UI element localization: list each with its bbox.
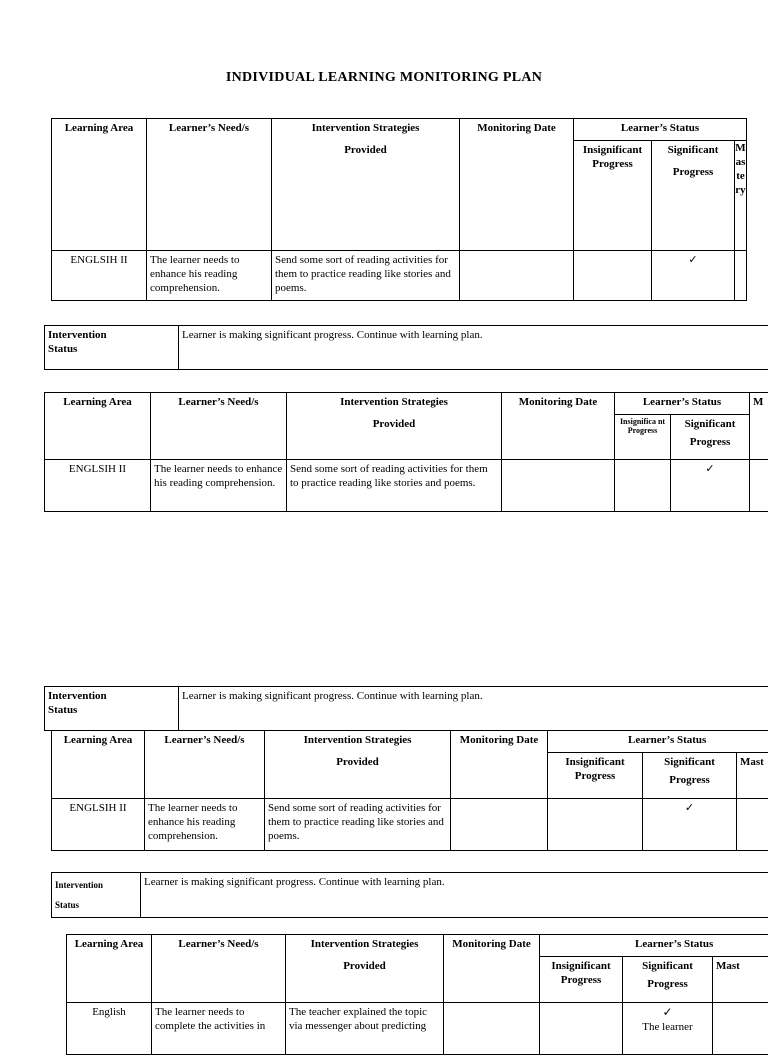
cell-insignificant — [548, 799, 643, 851]
check-mark: ✓ — [643, 799, 737, 851]
cell-insignificant — [574, 251, 652, 301]
header-significant — [623, 957, 713, 1003]
header-monitoring-date: Monitoring Date — [460, 119, 574, 251]
cell-learning-area: ENGLSIH II — [52, 251, 147, 301]
cell-insignificant — [540, 1003, 623, 1055]
header-learner-status: Learner’s Status — [548, 731, 768, 753]
check-mark: ✓ — [662, 1005, 672, 1019]
label-line2: Status — [48, 343, 77, 355]
header-strategies-line1: Intervention Strategies — [304, 734, 412, 746]
check-mark: ✓ — [652, 251, 735, 301]
intervention-status-text: Learner is making significant progress. Continue with learning plan. — [141, 873, 768, 918]
cell-mastery — [713, 1003, 768, 1055]
check-mark: ✓ — [671, 460, 750, 512]
header-significant-line1: Significant — [642, 960, 693, 972]
intervention-status-label — [45, 687, 179, 731]
cell-significant — [623, 1003, 713, 1055]
header-strategies — [272, 119, 460, 251]
monitoring-table-4 — [66, 934, 768, 1055]
header-learning-area: Learning Area — [67, 935, 152, 1003]
header-insignificant: Insignifica nt Progress — [615, 415, 671, 460]
label-line1: Intervention — [55, 880, 103, 890]
header-strategies — [287, 393, 502, 460]
cell-needs: The learner needs to complete the activities in — [152, 1003, 286, 1055]
intervention-status-label — [45, 326, 179, 370]
intervention-status-label — [52, 873, 141, 918]
cell-mastery — [737, 799, 768, 851]
intervention-status-3 — [51, 872, 768, 918]
page-title: INDIVIDUAL LEARNING MONITORING PLAN — [0, 70, 768, 86]
header-monitoring-date: Monitoring Date — [444, 935, 540, 1003]
header-significant-progress: Progress — [646, 773, 733, 787]
header-provided: Provided — [289, 959, 440, 973]
label-line2: Status — [48, 704, 77, 716]
label-line1: Intervention — [48, 690, 107, 702]
cell-insignificant — [615, 460, 671, 512]
header-needs: Learner’s Need/s — [145, 731, 265, 799]
header-strategies-line1: Intervention Strategies — [312, 122, 420, 134]
header-significant-progress: Progress — [626, 977, 709, 991]
header-insignificant: Insignificant Progress — [548, 753, 643, 799]
header-learner-status: Learner’s Status — [574, 119, 747, 141]
header-insignificant: Insignificant Progress — [540, 957, 623, 1003]
cell-mastery — [735, 251, 747, 301]
header-mastery: Mastery — [735, 141, 747, 251]
header-learner-status: Learner’s Status — [615, 393, 750, 415]
intervention-status-text: Learner is making significant progress. Continue with learning plan. — [179, 687, 768, 731]
header-provided: Provided — [275, 143, 456, 157]
intervention-status-text: Learner is making significant progress. Continue with learning plan. — [179, 326, 768, 370]
header-strategies — [265, 731, 451, 799]
header-significant-line1: Significant — [685, 418, 736, 430]
cell-mastery — [750, 460, 768, 512]
cell-strategy: Send some sort of reading activities for them to practice reading like stories and poems. — [272, 251, 460, 301]
cell-strategy: The teacher explained the topic via messenger about predicting — [286, 1003, 444, 1055]
header-needs: Learner’s Need/s — [152, 935, 286, 1003]
cell-strategy: Send some sort of reading activities for them to practice reading like stories and poems. — [287, 460, 502, 512]
cell-learning-area: English — [67, 1003, 152, 1055]
intervention-status-2 — [44, 686, 768, 731]
header-needs: Learner’s Need/s — [147, 119, 272, 251]
header-monitoring-date: Monitoring Date — [502, 393, 615, 460]
intervention-status-1 — [44, 325, 768, 370]
header-mastery: Mast — [713, 957, 768, 1003]
header-provided: Provided — [290, 417, 498, 431]
header-significant-line1: Significant — [668, 144, 719, 156]
header-monitoring-date: Monitoring Date — [451, 731, 548, 799]
cell-monitoring-date — [451, 799, 548, 851]
header-significant — [652, 141, 735, 251]
header-mastery: M — [750, 393, 768, 460]
header-learning-area: Learning Area — [52, 731, 145, 799]
header-needs: Learner’s Need/s — [151, 393, 287, 460]
header-strategies-line1: Intervention Strategies — [311, 938, 419, 950]
header-strategies — [286, 935, 444, 1003]
cell-monitoring-date — [444, 1003, 540, 1055]
header-strategies-line1: Intervention Strategies — [340, 396, 448, 408]
label-line2: Status — [55, 900, 79, 910]
label-line1: Intervention — [48, 329, 107, 341]
monitoring-table-3 — [51, 730, 768, 851]
header-significant-progress: Progress — [674, 435, 746, 449]
header-insignificant: Insignificant Progress — [574, 141, 652, 251]
cell-strategy: Send some sort of reading activities for them to practice reading like stories and poems. — [265, 799, 451, 851]
cell-status-text: The learner — [642, 1021, 692, 1033]
cell-needs: The learner needs to enhance his reading comprehension. — [145, 799, 265, 851]
header-significant — [671, 415, 750, 460]
cell-monitoring-date — [502, 460, 615, 512]
header-mastery: Mast — [737, 753, 768, 799]
header-significant — [643, 753, 737, 799]
cell-learning-area: ENGLSIH II — [45, 460, 151, 512]
cell-learning-area: ENGLSIH II — [52, 799, 145, 851]
cell-needs: The learner needs to enhance his reading comprehension. — [151, 460, 287, 512]
header-significant-progress: Progress — [655, 165, 731, 179]
header-significant-line1: Significant — [664, 756, 715, 768]
cell-needs: The learner needs to enhance his reading comprehension. — [147, 251, 272, 301]
cell-monitoring-date — [460, 251, 574, 301]
header-learning-area: Learning Area — [52, 119, 147, 251]
header-learning-area: Learning Area — [45, 393, 151, 460]
header-provided: Provided — [268, 755, 447, 769]
monitoring-table-2 — [44, 392, 768, 512]
header-learner-status: Learner’s Status — [540, 935, 768, 957]
monitoring-table-1 — [51, 118, 747, 301]
